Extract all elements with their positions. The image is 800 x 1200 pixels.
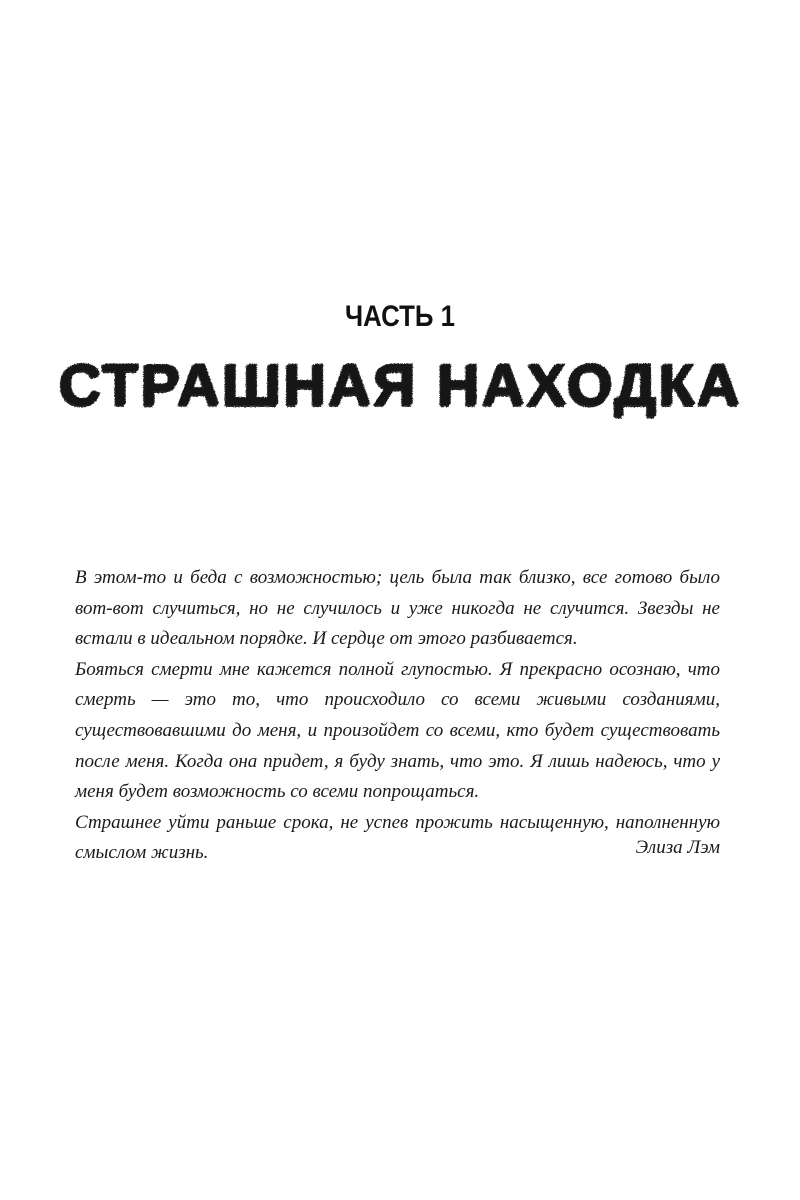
- epigraph-paragraph: Бояться смерти мне кажется полной глупостью. Я прекрасно осознаю, что смерть — это то, что происходило со всеми живыми созданиями, существовавшими до меня, и произойдет со всеми, кто будет существовать после меня. Когда она придет, я буду знать, что это. Я лишь надеюсь, что у меня будет возможность со всеми попрощаться.: [75, 658, 720, 803]
- part-title: СТРАШНАЯ НАХОДКА: [58, 353, 742, 418]
- epigraph-paragraph: Страшнее уйти раньше срока, не успев прожить насыщенную, наполненную смыслом жизнь.: [75, 811, 720, 864]
- part-label: ЧАСТЬ 1: [345, 300, 455, 333]
- epigraph: [75, 563, 720, 869]
- epigraph-paragraph: В этом-то и беда с возможностью; цель была так близко, все готово было вот-вот случиться, но не случилось и уже никогда не случится. Звезды не встали в идеальном порядке. И сердце от этого разбивается.: [75, 567, 720, 650]
- epigraph-author: Элиза Лэм: [635, 837, 720, 858]
